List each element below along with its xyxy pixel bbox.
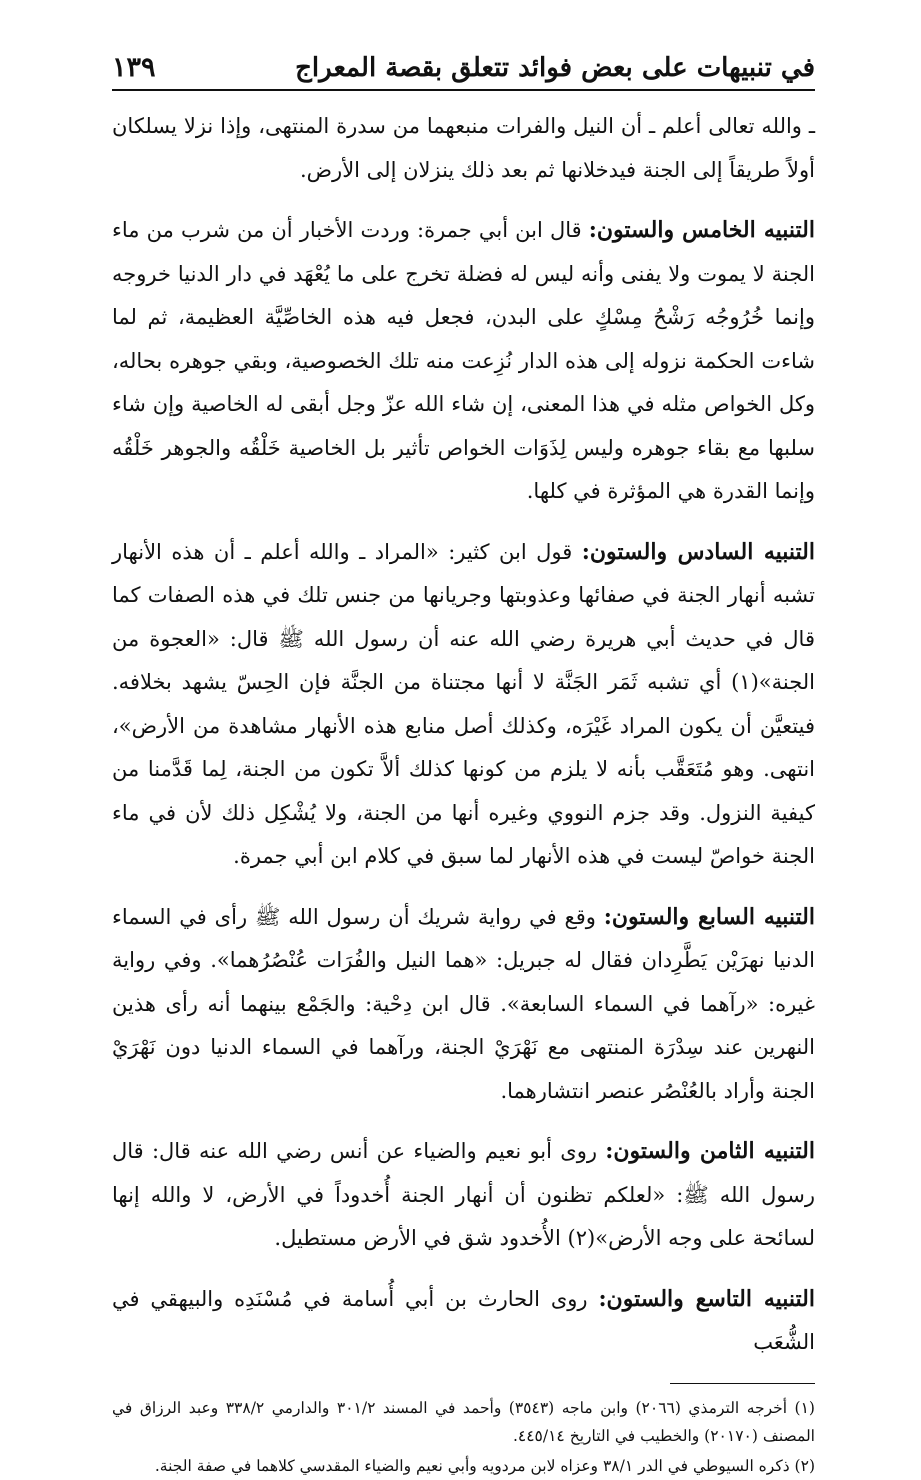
paragraph-continuation xyxy=(112,105,815,192)
paragraph-note-66 xyxy=(112,531,815,879)
paragraph-text: قال ابن أبي جمرة: وردت الأخبار أن من شرب من ماء الجنة لا يموت ولا يفنى وأنه ليس له فضلة تخرج على ما يُعْهَد في دار الدنيا خروجه وإنما خُرُوجُه رَشْحُ مِسْكٍ على البدن، فجعل فيه هذه الخاصِّيَّة العظيمة، ثم لما شاءت الحكمة نزوله إلى هذه الدار نُزِعت منه تلك الخصوصية، وبقي جوهره بحاله، وكل الخواص مثله في هذا المعنى، إن شاء الله عزّ وجل أبقى له الخاصية وإن شاء سلبها مع بقاء جوهره وليس لِذَوَات الخواص تأثير بل الخاصية خَلْقُه والجوهر خَلْقُه وإنما القدرة هي المؤثرة في كلها. xyxy=(112,218,815,503)
running-title: في تنبيهات على بعض فوائد تتعلق بقصة المعراج xyxy=(295,53,815,83)
paragraph-text: وقع في رواية شريك أن رسول الله ﷺ رأى في السماء الدنيا نهرَيْن يَطَّرِدان فقال له جبريل: «هما النيل والفُرَات عُنْصُرُهما». وفي رواية غيره: «رآهما في السماء السابعة». قال ابن دِحْية: والجَمْع بينهما أنه رأى هذين النهرين عند سِدْرَة المنتهى مع نَهْرَيْ الجنة، ورآهما في السماء الدنيا دون نَهْرَيْ الجنة وأراد بالعُنْصُر عنصر انتشارهما. xyxy=(112,904,815,1103)
paragraph-heading: التنبيه التاسع والستون: xyxy=(598,1285,815,1312)
body-text xyxy=(112,105,815,1365)
page-number: ١٣٩ xyxy=(112,52,156,83)
paragraph-heading: التنبيه الخامس والستون: xyxy=(588,217,815,243)
footnote-separator xyxy=(670,1383,815,1384)
paragraph-note-68 xyxy=(112,1130,815,1261)
page-header xyxy=(112,52,815,91)
footnotes xyxy=(112,1394,815,1480)
paragraph-heading: التنبيه السابع والستون: xyxy=(603,903,815,930)
paragraph-note-69 xyxy=(112,1278,815,1365)
paragraph-text: قول ابن كثير: «المراد ـ والله أعلم ـ أن هذه الأنهار تشبه أنهار الجنة في صفائها وعذوبتها وجريانها من جنس تلك في هذه الصفات كما قال في حديث أبي هريرة رضي الله عنه أن رسول الله ﷺ قال: «العجوة من الجنة»(١) أي تشبه ثَمَر الجَنَّة لا أنها مجتناة من الجنَّة فإن الحِسّ يشهد بخلافه. فيتعيَّن أن يكون المراد غَيْرَه، وكذلك أصل منابع هذه الأنهار مشاهدة من الأرض»، انتهى. وهو مُتَعَقَّب بأنه لا يلزم من كونها كذلك ألاَّ تكون من الجنة، لِما قَدَّمنا من كيفية النزول. وقد جزم النووي وغيره أنها من الجنة، ولا يُشْكِل ذلك لأن في ماء الجنة خواصّ ليست في هذه الأنهار لما سبق في كلام ابن أبي جمرة. xyxy=(112,539,815,868)
paragraph-text: روى الحارث بن أبي أُسامة في مُسْنَدِه والبيهقي في الشُّعَب xyxy=(112,1286,815,1354)
paragraph-heading: التنبيه الثامن والستون: xyxy=(605,1138,815,1164)
paragraph-heading: التنبيه السادس والستون: xyxy=(581,538,815,565)
paragraph-text: ـ والله تعالى أعلم ـ أن النيل والفرات منبعهما من سدرة المنتهى، وإذا نزلا يسلكان أولاً طريقاً إلى الجنة فيدخلانها ثم بعد ذلك ينزلان إلى الأرض. xyxy=(112,114,815,182)
footnote-2: (٢) ذكره السيوطي في الدر ٣٨/١ وعزاه لابن مردويه وأبي نعيم والضياء المقدسي كلاهما في صفة الجنة. xyxy=(154,1456,815,1475)
paragraph-text: روى أبو نعيم والضياء عن أنس رضي الله عنه قال: قال رسول الله ﷺ: «لعلكم تظنون أن أنهار الجنة أُخدوداً في الأرض، لا والله إنها لسائحة على وجه الأرض»(٢) الأُخدود شق في الأرض مستطيل. xyxy=(112,1139,815,1250)
footnote-1: (١) أخرجه الترمذي (٢٠٦٦) وابن ماجه (٣٥٤٣) وأحمد في المسند ٣٠١/٢ والدارمي ٣٣٨/٢ وعبد الرزاق في المصنف (٢٠١٧٠) والخطيب في التاريخ ٤٤٥/١٤. xyxy=(112,1398,815,1445)
paragraph-note-65 xyxy=(112,209,815,514)
paragraph-note-67 xyxy=(112,896,815,1114)
